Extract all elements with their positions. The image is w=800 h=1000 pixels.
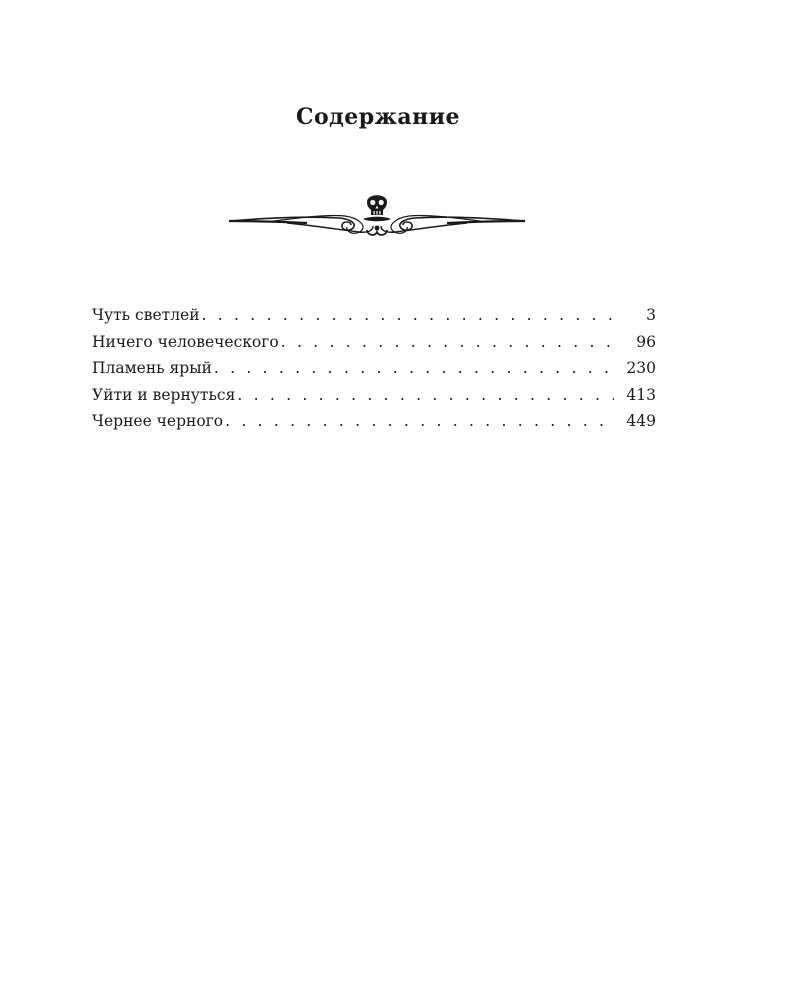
- table-of-contents: [92, 302, 656, 435]
- skull-scroll-ornament-icon: [227, 188, 527, 240]
- toc-entry-title: Пламень ярый: [92, 359, 212, 377]
- toc-entry-page: 96: [636, 332, 656, 351]
- toc-entry-page: 230: [626, 359, 656, 377]
- toc-entry-title: Чернее черного: [92, 412, 224, 430]
- toc-entry-page: 413: [626, 385, 656, 404]
- toc-leader-dots: [237, 382, 614, 409]
- toc-leader-dots: [202, 302, 620, 329]
- toc-entry-title: Ничего человеческого: [92, 332, 279, 351]
- toc-entry-page: 3: [646, 306, 656, 324]
- toc-entry-title: Уйти и вернуться: [92, 385, 236, 404]
- toc-leader-dots: [225, 408, 614, 435]
- toc-entry[interactable]: [92, 408, 656, 435]
- toc-entry[interactable]: [92, 302, 656, 329]
- toc-entry[interactable]: [92, 329, 656, 356]
- toc-leader-dots: [281, 329, 620, 356]
- page-title: Содержание: [295, 104, 461, 130]
- toc-entry[interactable]: [92, 382, 656, 409]
- toc-entry-page: 449: [626, 412, 656, 430]
- toc-leader-dots: [214, 355, 615, 382]
- toc-entry[interactable]: [92, 355, 656, 382]
- toc-entry-title: Чуть светлей: [92, 306, 200, 324]
